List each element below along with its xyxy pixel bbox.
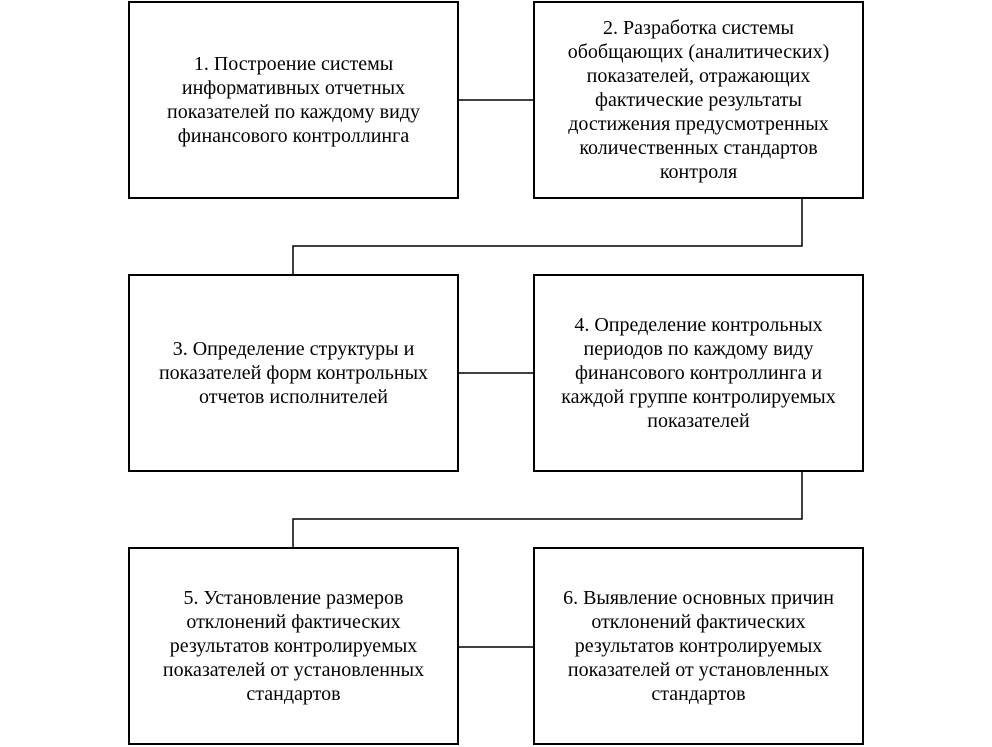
step-text-4: 4. Определение контрольных периодов по каждому виду финансового контроллинга и каждой группе контролируемых показателей <box>561 314 836 432</box>
step-text-1: 1. Построение системы информативных отчетных показателей по каждому виду финансового контроллинга <box>166 53 421 147</box>
step-text-6: 6. Выявление основных причин отклонений фактических результатов контролируемых показателей от установленных стандартов <box>563 587 834 705</box>
step-box-1 <box>128 1 459 199</box>
step-text-3: 3. Определение структуры и показателей форм контрольных отчетов исполнителей <box>158 338 429 408</box>
step-box-6 <box>533 547 864 745</box>
step-box-5 <box>128 547 459 745</box>
step-text-5: 5. Установление размеров отклонений фактических результатов контролируемых показателей от установленных стандартов <box>162 587 425 705</box>
step-box-4 <box>533 274 864 472</box>
connector-4-5 <box>293 472 802 547</box>
step-box-2 <box>533 1 864 199</box>
step-box-3 <box>128 274 459 472</box>
step-text-2: 2. Разработка системы обобщающих (аналитических) показателей, отражающих фактические результаты достижения предусмотренных количественных стандартов контроля <box>567 17 830 183</box>
connector-2-3 <box>293 199 802 274</box>
